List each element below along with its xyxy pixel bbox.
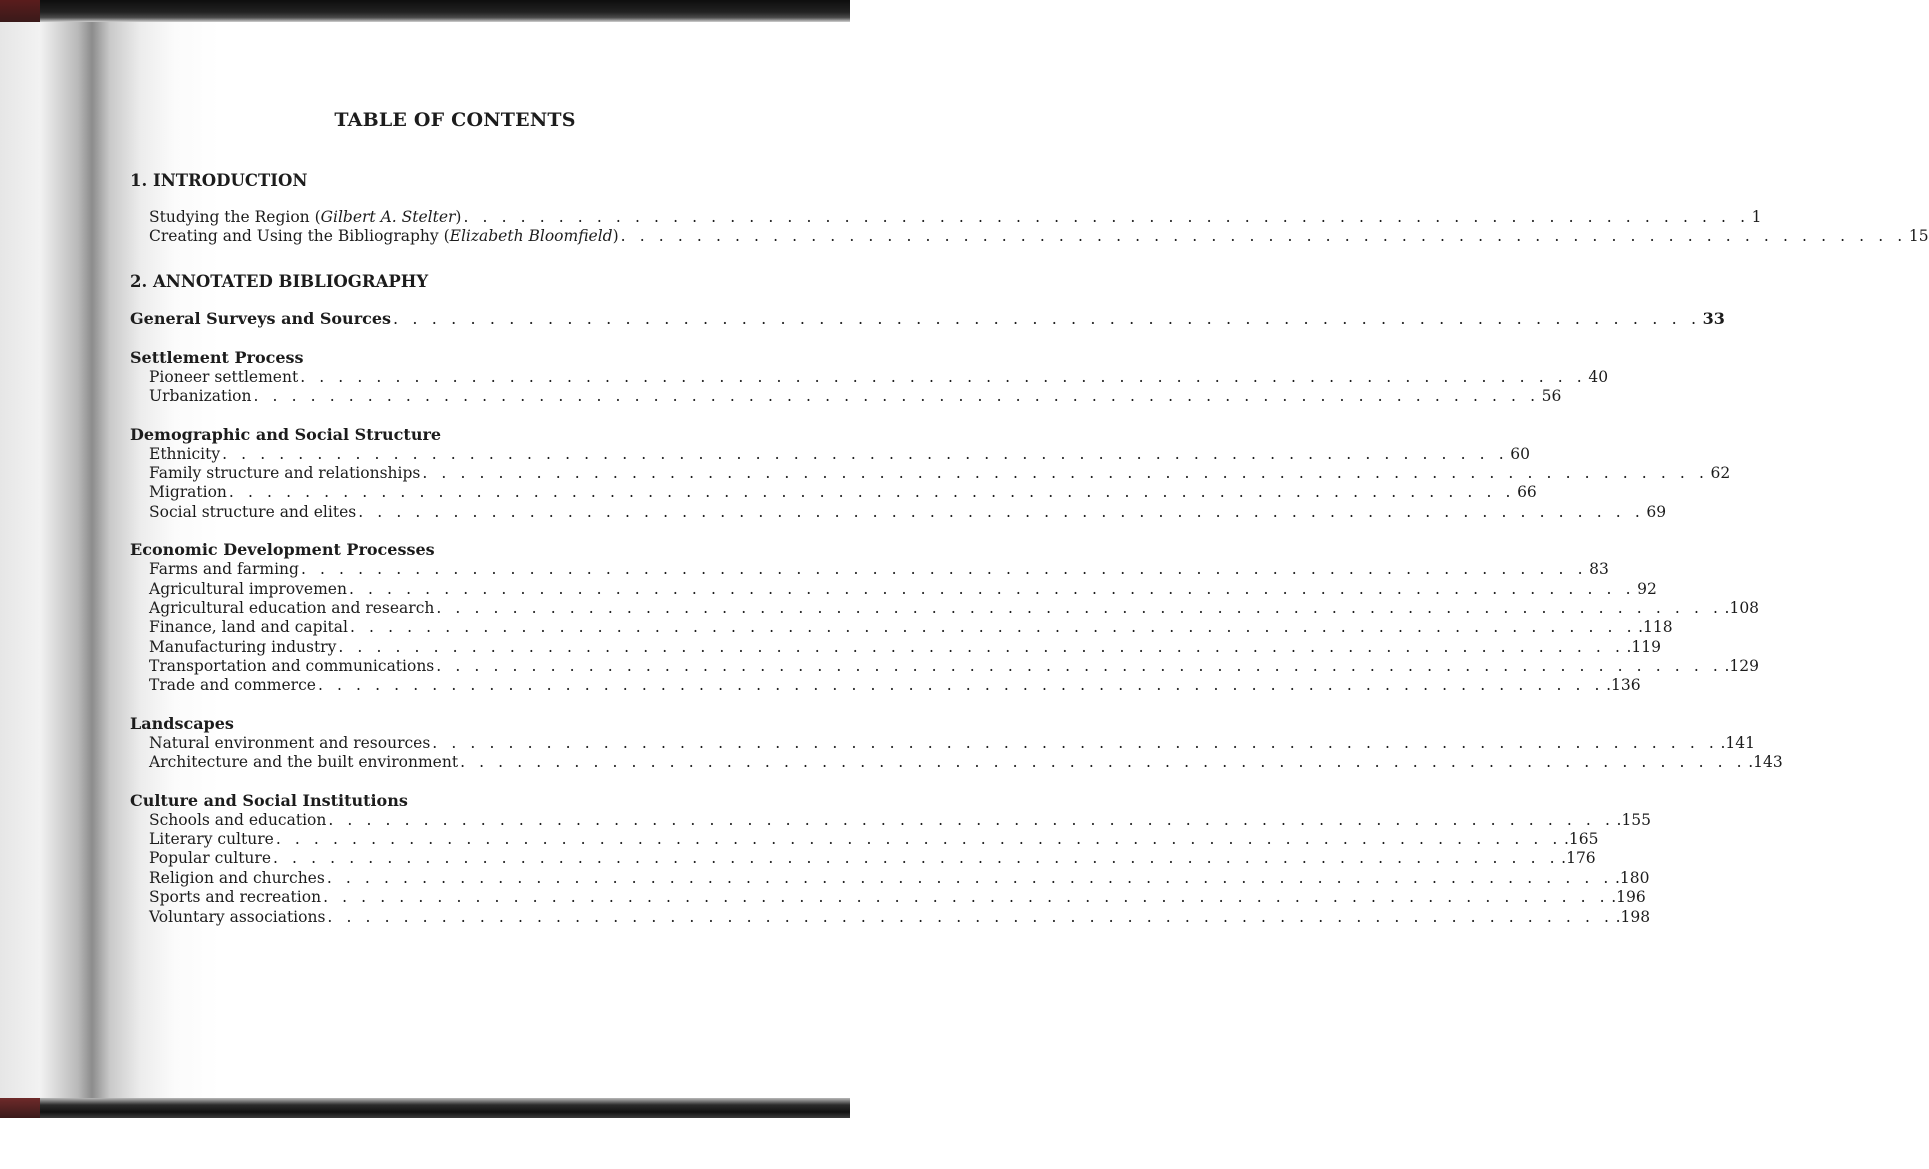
toc-entry-label: Ethnicity — [149, 444, 221, 463]
toc-entry-label: Finance, land and capital — [149, 618, 348, 637]
author-name: Elizabeth Bloomfield — [449, 227, 613, 246]
toc-entry-label: Transportation and communications — [149, 657, 435, 676]
toc-entry — [130, 830, 1599, 849]
page-number: 69 — [1646, 502, 1667, 521]
page-number: .141 — [1720, 733, 1755, 752]
dot-leader: . . . . . . . . . . . . . . . . . . . . . . . . . . . . . . . . . . . . . . . . . . . . . . . . . . . . . . . . . . . . . . . . . . . . — [460, 753, 1747, 772]
page-number: .129 — [1724, 657, 1759, 676]
page-number: 62 — [1710, 463, 1731, 482]
toc-entry-general-surveys — [130, 308, 1725, 329]
toc-entry — [130, 618, 1673, 637]
toc-entry — [130, 657, 1759, 676]
author-name: Gilbert A. Stelter — [320, 208, 456, 226]
dot-leader: . . . . . . . . . . . . . . . . . . . . . . . . . . . . . . . . . . . . . . . . . . . . . . . . . . . . . . . . . . . . . . . . . . . . — [349, 618, 1637, 637]
page-number: 92 — [1637, 579, 1657, 598]
toc-entry — [130, 637, 1662, 657]
toc-entry-label: Manufacturing industry — [149, 637, 337, 656]
part-heading-annotated-bibliography: 2. ANNOTATED BIBLIOGRAPHY — [130, 271, 429, 291]
toc-entry — [130, 907, 1651, 927]
toc-entry-label: Creating and Using the Bibliography (Elizabeth Bloomfield) — [149, 227, 619, 246]
section-heading: Settlement Process — [130, 347, 304, 367]
toc-entry-label: Studying the Region (Gilbert A. Stelter) — [149, 208, 462, 226]
page-number: 33 — [1702, 308, 1725, 328]
toc-entry-label: Schools and education — [149, 810, 327, 829]
dot-leader: . . . . . . . . . . . . . . . . . . . . . . . . . . . . . . . . . . . . . . . . . . . . . . . . . . . . . . . . . . . . . . . . . . . . — [338, 637, 1625, 656]
toc-section — [130, 713, 1783, 773]
dot-leader: . . . . . . . . . . . . . . . . . . . . . . . . . . . . . . . . . . . . . . . . . . . . . . . . . . . . . . . . . . . . . . . . . . . . — [620, 227, 1907, 246]
toc-entry — [130, 444, 1530, 464]
dot-leader: . . . . . . . . . . . . . . . . . . . . . . . . . . . . . . . . . . . . . . . . . . . . . . . . . . . . . . . . . . . . . . . . . . . . — [348, 579, 1636, 598]
dot-leader: . . . . . . . . . . . . . . . . . . . . . . . . . . . . . . . . . . . . . . . . . . . . . . . . . . . . . . . . . . . . . . . . . . . . — [328, 810, 1615, 829]
toc-entry-label: Agricultural improvemen — [149, 579, 347, 598]
dot-leader: . . . . . . . . . . . . . . . . . . . . . . . . . . . . . . . . . . . . . . . . . . . . . . . . . . . . . . . . . . . . . . . . . . . . — [273, 849, 1560, 868]
dot-leader: . . . . . . . . . . . . . . . . . . . . . . . . . . . . . . . . . . . . . . . . . . . . . . . . . . . . . . . . . . . . . . . . . . . . — [300, 560, 1588, 579]
table-of-contents — [130, 170, 1929, 927]
page-number: .108 — [1724, 598, 1760, 617]
toc-section — [130, 347, 1609, 407]
dot-leader: . . . . . . . . . . . . . . . . . . . . . . . . . . . . . . . . . . . . . . . . . . . . . . . . . . . . . . . . . . . . . . . . . . . . — [228, 483, 1516, 502]
toc-entry-label: Social structure and elites — [149, 502, 357, 521]
toc-entry-label: Urbanization — [149, 387, 252, 406]
page-number: 1 — [1751, 208, 1762, 226]
toc-entry-label: Farms and farming — [149, 560, 299, 579]
toc-entry — [130, 849, 1596, 868]
page-number: .165 — [1563, 830, 1599, 849]
toc-section — [130, 424, 1731, 523]
page-number: 15 — [1908, 227, 1929, 246]
page-number: .196 — [1611, 888, 1646, 907]
toc-entry — [130, 753, 1783, 772]
toc-entry — [130, 463, 1731, 483]
toc-entry — [130, 579, 1657, 599]
page-number: .176 — [1561, 849, 1596, 868]
section-heading: Economic Development Processes — [130, 540, 435, 560]
page-number: .119 — [1626, 637, 1662, 656]
toc-entry — [130, 733, 1755, 753]
page-number: .180 — [1614, 868, 1650, 887]
dot-leader: . . . . . . . . . . . . . . . . . . . . . . . . . . . . . . . . . . . . . . . . . . . . . . . . . . . . . . . . . . . . . . . . . . . . — [436, 657, 1723, 676]
toc-entry — [130, 560, 1609, 579]
page-title: TABLE OF CONTENTS — [334, 109, 576, 131]
dot-leader: . . . . . . . . . . . . . . . . . . . . . . . . . . . . . . . . . . . . . . . . . . . . . . . . . . . . . . . . . . . . . . . . . . . . — [300, 367, 1587, 386]
toc-entry — [130, 502, 1667, 522]
toc-entry — [130, 676, 1641, 695]
toc-entry-label: Architecture and the built environment — [149, 753, 459, 772]
dot-leader: . . . . . . . . . . . . . . . . . . . . . . . . . . . . . . . . . . . . . . . . . . . . . . . . . . . . . . . . . . . . . . . . . . . . — [358, 502, 1645, 521]
toc-entry-label: Literary culture — [149, 830, 274, 849]
toc-entry-label: Trade and commerce — [149, 676, 316, 695]
toc-entry-label: Sports and recreation — [149, 888, 322, 907]
toc-entry — [130, 227, 1929, 246]
page-number: 66 — [1517, 483, 1537, 502]
section-heading: Landscapes — [130, 713, 234, 733]
toc-entry-label: Migration — [149, 483, 227, 502]
toc-section — [130, 790, 1652, 927]
page-number: 60 — [1510, 444, 1530, 463]
toc-entry — [130, 367, 1609, 387]
toc-entry-label: General Surveys and Sources — [130, 308, 392, 328]
page-number: 83 — [1589, 560, 1609, 579]
dot-leader: . . . . . . . . . . . . . . . . . . . . . . . . . . . . . . . . . . . . . . . . . . . . . . . . . . . . . . . . . . . . . . . . . . . . — [253, 387, 1540, 406]
page-number: 56 — [1541, 387, 1562, 406]
background — [0, 1118, 850, 1169]
dot-leader: . . . . . . . . . . . . . . . . . . . . . . . . . . . . . . . . . . . . . . . . . . . . . . . . . . . . . . . . . . . . . . . . . . . . — [326, 868, 1613, 887]
page-number: .143 — [1748, 753, 1783, 772]
dot-leader: . . . . . . . . . . . . . . . . . . . . . . . . . . . . . . . . . . . . . . . . . . . . . . . . . . . . . . . . . . . . . . . . . . . . — [463, 208, 1750, 226]
toc-entry — [130, 483, 1537, 502]
page-number: .198 — [1615, 907, 1651, 926]
toc-entry-label: Popular culture — [149, 849, 271, 868]
page-number: .118 — [1638, 618, 1673, 637]
toc-entry — [130, 208, 1762, 227]
toc-entry-label: Religion and churches — [149, 868, 325, 887]
section-heading: Culture and Social Institutions — [130, 790, 408, 810]
toc-entry — [130, 598, 1760, 618]
toc-entry-label: Natural environment and resources — [149, 733, 431, 752]
dot-leader: . . . . . . . . . . . . . . . . . . . . . . . . . . . . . . . . . . . . . . . . . . . . . . . . . . . . . . . . . . . . . . . . . . . . — [317, 676, 1605, 695]
toc-entry — [130, 888, 1646, 907]
page-number: .155 — [1616, 810, 1652, 829]
page-number: 40 — [1588, 367, 1609, 386]
dot-leader: . . . . . . . . . . . . . . . . . . . . . . . . . . . . . . . . . . . . . . . . . . . . . . . . . . . . . . . . . . . . . . . . . . . . — [436, 598, 1723, 617]
toc-entry-label: Family structure and relationships — [149, 463, 421, 482]
toc-entry — [130, 387, 1562, 406]
dot-leader: . . . . . . . . . . . . . . . . . . . . . . . . . . . . . . . . . . . . . . . . . . . . . . . . . . . . . . . . . . . . . . . . . . . . — [393, 308, 1701, 328]
toc-entry-label: Voluntary associations — [149, 907, 326, 926]
dot-leader: . . . . . . . . . . . . . . . . . . . . . . . . . . . . . . . . . . . . . . . . . . . . . . . . . . . . . . . . . . . . . . . . . . . . — [422, 463, 1709, 482]
part-heading-introduction: 1. INTRODUCTION — [130, 171, 308, 190]
toc-entry — [130, 810, 1652, 830]
dot-leader: . . . . . . . . . . . . . . . . . . . . . . . . . . . . . . . . . . . . . . . . . . . . . . . . . . . . . . . . . . . . . . . . . . . . — [327, 907, 1614, 926]
toc-entry-label: Agricultural education and research — [149, 598, 435, 617]
dot-leader: . . . . . . . . . . . . . . . . . . . . . . . . . . . . . . . . . . . . . . . . . . . . . . . . . . . . . . . . . . . . . . . . . . . . — [275, 830, 1562, 849]
dot-leader: . . . . . . . . . . . . . . . . . . . . . . . . . . . . . . . . . . . . . . . . . . . . . . . . . . . . . . . . . . . . . . . . . . . . — [222, 444, 1509, 463]
dot-leader: . . . . . . . . . . . . . . . . . . . . . . . . . . . . . . . . . . . . . . . . . . . . . . . . . . . . . . . . . . . . . . . . . . . . — [323, 888, 1610, 907]
book-top-edge — [0, 0, 850, 22]
section-heading: Demographic and Social Structure — [130, 424, 442, 444]
toc-entry — [130, 868, 1650, 888]
dot-leader: . . . . . . . . . . . . . . . . . . . . . . . . . . . . . . . . . . . . . . . . . . . . . . . . . . . . . . . . . . . . . . . . . . . . — [432, 733, 1719, 752]
page-number: .136 — [1606, 676, 1641, 695]
book-bottom-edge — [0, 1098, 850, 1118]
toc-entry-label: Pioneer settlement — [149, 367, 299, 386]
toc-section — [130, 540, 1760, 696]
